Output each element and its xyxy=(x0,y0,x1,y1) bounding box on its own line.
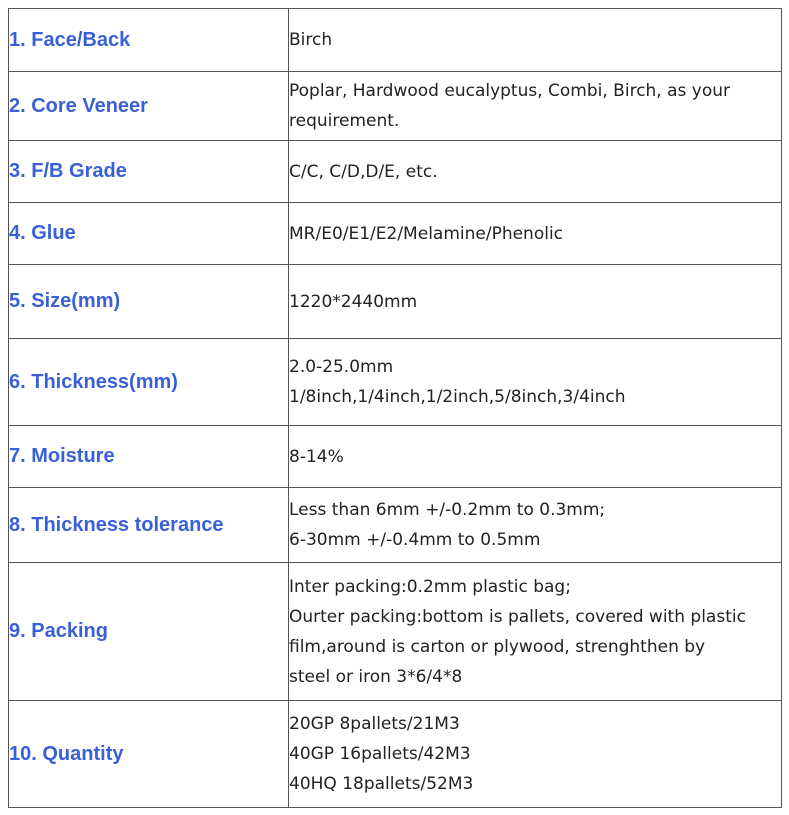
value-line: Birch xyxy=(289,30,333,50)
value-line: C/C, C/D,D/E, etc. xyxy=(289,161,438,182)
value-line: 2.0-25.0mm xyxy=(289,357,394,377)
row-value xyxy=(289,701,782,808)
row-value xyxy=(289,265,782,339)
table-row xyxy=(9,426,782,488)
table-row xyxy=(9,141,782,203)
row-label: 4. Glue xyxy=(9,203,289,265)
row-value xyxy=(289,426,782,488)
row-label: 7. Moisture xyxy=(9,426,289,488)
table-row xyxy=(9,72,782,141)
value-line: 20GP 8pallets/21M3 xyxy=(289,714,460,734)
value-line: Less than 6mm +/-0.2mm to 0.3mm; xyxy=(289,500,606,520)
row-label: 2. Core Veneer xyxy=(9,72,289,141)
table-row xyxy=(9,9,782,72)
value-line: 1220*2440mm xyxy=(289,291,418,312)
row-value xyxy=(289,141,782,203)
value-line: Poplar, Hardwood eucalyptus, Combi, Birch, as your xyxy=(289,81,731,101)
value-line: 40GP 16pallets/42M3 xyxy=(289,744,471,764)
row-label: 5. Size(mm) xyxy=(9,265,289,339)
row-label: 9. Packing xyxy=(9,563,289,701)
value-line: film,around is carton or plywood, strenghthen by xyxy=(289,636,706,657)
row-label: 10. Quantity xyxy=(9,701,289,808)
spec-table xyxy=(8,8,782,808)
row-label: 8. Thickness tolerance xyxy=(9,488,289,563)
table-row xyxy=(9,563,782,701)
row-label: 3. F/B Grade xyxy=(9,141,289,203)
row-value xyxy=(289,563,782,701)
value-line: requirement. xyxy=(289,111,400,131)
value-line: 40HQ 18pallets/52M3 xyxy=(289,774,474,794)
value-line: 1/8inch,1/4inch,1/2inch,5/8inch,3/4inch xyxy=(289,387,626,407)
value-line: steel or iron 3*6/4*8 xyxy=(289,666,463,687)
row-label: 6. Thickness(mm) xyxy=(9,339,289,426)
row-value xyxy=(289,488,782,563)
value-line: 6-30mm +/-0.4mm to 0.5mm xyxy=(289,530,541,550)
row-value xyxy=(289,72,782,141)
value-line: Inter packing:0.2mm plastic bag; xyxy=(289,576,571,597)
value-line: MR/E0/E1/E2/Melamine/Phenolic xyxy=(289,223,564,244)
value-line: Ourter packing:bottom is pallets, covered with plastic xyxy=(289,606,746,627)
row-label: 1. Face/Back xyxy=(9,9,289,72)
row-value xyxy=(289,9,782,72)
value-line: 8-14% xyxy=(289,446,344,467)
table-row xyxy=(9,339,782,426)
table-row xyxy=(9,265,782,339)
table-row xyxy=(9,203,782,265)
row-value xyxy=(289,339,782,426)
table-row xyxy=(9,488,782,563)
table-row xyxy=(9,701,782,808)
row-value xyxy=(289,203,782,265)
